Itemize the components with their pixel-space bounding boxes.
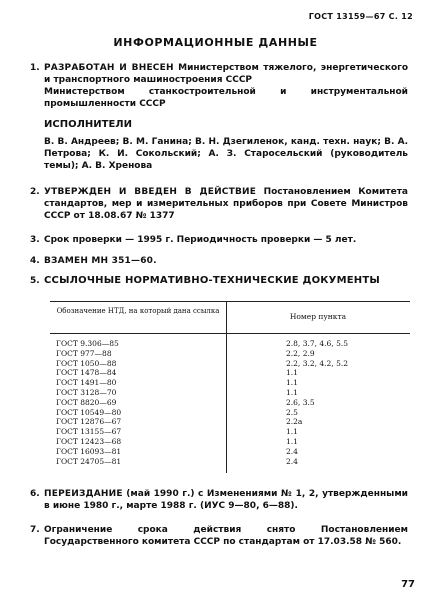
table-row — [50, 417, 410, 427]
section-3 — [30, 234, 408, 246]
section-heading: УТВЕРЖДЕН И ВВЕДЕН В ДЕЙСТВИЕ — [44, 187, 257, 197]
table-cell-document: ГОСТ 3128—70 — [56, 387, 117, 397]
section-text: Срок проверки — 1995 г. Периодичность проверки — 5 лет. — [44, 235, 357, 245]
document-reference: ГОСТ 13159—67 С. 12 — [308, 12, 413, 21]
table-cell-clause: 2.5 — [286, 407, 298, 417]
table-cell-document: ГОСТ 1050—88 — [56, 358, 117, 368]
table-cell-document: ГОСТ 13155—67 — [56, 427, 122, 437]
authors-list: В. В. Андреев; В. М. Ганина; В. Н. Дзегиленок, канд. техн. наук; В. А. Петрова; К. И. Сокольский; А. З. Старосельский (руководитель темы); А. В. Хренова — [44, 137, 408, 171]
table-cell-clause: 2.4 — [286, 446, 298, 456]
table-header-rule — [50, 333, 410, 334]
section-number: 4. — [30, 256, 40, 266]
section-number: 6. — [30, 489, 40, 499]
section-text: ВЗАМЕН МН 351—60. — [44, 256, 157, 266]
table-cell-clause: 1.1 — [286, 378, 298, 388]
table-row — [50, 408, 410, 418]
table-row — [50, 447, 410, 457]
table-cell-clause: 1.1 — [286, 387, 298, 397]
section-heading: РАЗРАБОТАН И ВНЕСЕН — [44, 63, 174, 73]
section-number: 3. — [30, 235, 40, 245]
table-row — [50, 437, 410, 447]
table-cell-document: ГОСТ 12876—67 — [56, 417, 122, 427]
executors-label: ИСПОЛНИТЕЛИ — [44, 119, 132, 130]
table-cell-document: ГОСТ 10549—80 — [56, 407, 122, 417]
table-body — [50, 339, 410, 466]
table-cell-document: ГОСТ 1491—80 — [56, 378, 117, 388]
section-text: Ограничение срока действия снято Постановлением Государственного комитета СССР по стандартам от 17.03.58 № 560. — [44, 525, 408, 547]
table-cell-clause: 2.2а — [286, 417, 303, 427]
table-row — [50, 388, 410, 398]
table-cell-clause: 1.1 — [286, 436, 298, 446]
references-table — [50, 301, 410, 473]
table-row — [50, 378, 410, 388]
page-number: 77 — [401, 579, 415, 590]
table-cell-document: ГОСТ 9.306—85 — [56, 339, 119, 348]
section-body: Министерством тяжелого, энергетического и транспортного машиностроения СССР — [44, 63, 409, 85]
table-cell-clause: 2.2, 2.9 — [286, 348, 315, 358]
table-row — [50, 349, 410, 359]
table-cell-clause: 2.6, 3.5 — [286, 397, 315, 407]
table-top-rule — [50, 301, 410, 302]
table-cell-document: ГОСТ 1478—84 — [56, 368, 117, 378]
section-number: 7. — [30, 525, 40, 535]
table-cell-clause: 2.4 — [286, 456, 298, 466]
table-cell-clause: 2.8, 3.7, 4.6, 5.5 — [286, 339, 349, 348]
section-body-line2: Министерством станкостроительной и инструментальной промышленности СССР — [44, 87, 408, 109]
table-row — [50, 368, 410, 378]
section-body: (май 1990 г.) с Изменениями № 1, 2, утвержденными в июне 1980 г., марте 1988 г. (ИУС 9—80, 6—88). — [44, 489, 408, 511]
table-row — [50, 339, 410, 349]
table-row — [50, 398, 410, 408]
table-header-document: Обозначение НТД, на который дана ссылка — [56, 307, 220, 315]
table-row — [50, 359, 410, 369]
section-number: 2. — [30, 187, 40, 197]
table-cell-document: ГОСТ 12423—68 — [56, 436, 122, 446]
section-2 — [30, 186, 408, 222]
table-cell-clause: 2.2, 3.2, 4.2, 5.2 — [286, 358, 349, 368]
section-7 — [30, 524, 408, 548]
table-cell-document: ГОСТ 16093—81 — [56, 446, 122, 456]
table-row — [50, 427, 410, 437]
section-4 — [30, 255, 408, 267]
page-title: ИНФОРМАЦИОННЫЕ ДАННЫЕ — [113, 36, 318, 49]
table-cell-clause: 1.1 — [286, 427, 298, 437]
table-cell-document: ГОСТ 8820—69 — [56, 397, 117, 407]
table-header-clause: Номер пункта — [289, 312, 347, 321]
section-6 — [30, 488, 408, 512]
section-text: ССЫЛОЧНЫЕ НОРМАТИВНО-ТЕХНИЧЕСКИЕ ДОКУМЕНТЫ — [44, 275, 380, 286]
section-5 — [30, 275, 408, 287]
section-number: 1. — [30, 63, 40, 73]
section-1 — [30, 62, 408, 172]
section-heading: ПЕРЕИЗДАНИЕ — [44, 489, 123, 499]
table-cell-document: ГОСТ 977—88 — [56, 348, 112, 358]
table-cell-document: ГОСТ 24705—81 — [56, 456, 122, 466]
section-body: Постановлением Комитета стандартов, мер и измерительных приборов при Совете Министров СССР от 18.08.67 № 1377 — [44, 187, 409, 221]
table-row — [50, 457, 410, 467]
section-number: 5. — [30, 276, 40, 286]
table-cell-clause: 1.1 — [286, 368, 298, 378]
